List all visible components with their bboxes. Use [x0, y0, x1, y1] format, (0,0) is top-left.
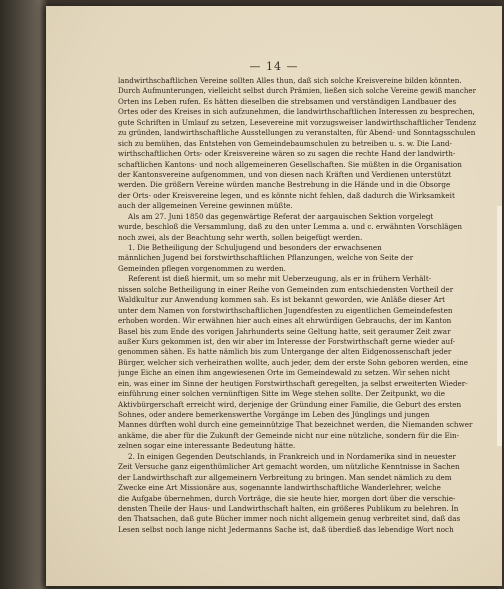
text-line: Sohnes, oder andere bemerkenswerthe Vorgänge im Leben des Jünglings und jungen	[118, 410, 430, 419]
text-line: gute Schriften in Umlauf zu setzen, Lesevereine mit vorzugsweiser landwirthschaftlicher Tendenz	[118, 117, 476, 127]
text-line: erhoben worden. Wir erwähnen hier auch eines alt ehrwürdigen Gebrauchs, der im Kanton	[118, 316, 452, 326]
text-line: Durch Aufmunterungen, vielleicht selbst durch Prämien, ließen sich solche Vereine gewiß mancher	[118, 86, 476, 96]
book-page	[46, 6, 502, 586]
text-line: wirthschaftlichen Orts- oder Kreisvereine wären so zu sagen die rechte Hand der landwirth-	[118, 149, 456, 159]
text-line: der Kantonsvereine aufgenommen, und von diesen nach Kräften und Verdienen unterstützt	[118, 169, 452, 179]
page-number: — 14 —	[249, 60, 299, 73]
text-line: landwirthschaftlichen Vereine sollten Alles thun, daß sich solche Kreisvereine bilden könnten.	[118, 76, 462, 85]
text-line: Als am 27. Juni 1850 das gegenwärtige Referat der aargauischen Sektion vorgelegt	[128, 211, 434, 221]
text-line: wurde, beschloß die Versammlung, daß zu den unter Lemma a. und c. erwähnten Vorschlägen	[118, 222, 463, 232]
text-line: Mannes dürften wohl durch eine gemeinnützige That bezeichnet werden, die Niemanden schwer	[118, 420, 473, 430]
text-line: die Aufgabe übernehmen, durch Vorträge, die sie heute hier, morgen dort über die verschie-	[118, 493, 456, 503]
text-line: 2. In einigen Gegenden Deutschlands, in Frankreich und in Nordamerika sind in neuester	[128, 451, 456, 461]
text-line: zelnen sogar eine interessante Bedeutung hätte.	[118, 441, 296, 451]
text-line: männlichen Jugend bei forstwirthschaftlichen Pflanzungen, welche von Seite der	[118, 253, 414, 263]
text-line: genommen sähen. Es hatte nämlich bis zum Untergange der alten Eidgenossenschaft jeder	[118, 347, 452, 357]
text-line: einführung einer solchen vernünftigen Sitte im Wege stehen sollte. Der Zeitpunkt, wo die	[118, 389, 446, 399]
text-line: nissen solche Betheiligung in einer Reihe von Gemeinden zum entschiedensten Vortheil der	[118, 284, 454, 294]
text-line: schaftlichen Kantons- und noch allgemeineren Gesellschaften. Sie müßten in die Organisation	[118, 159, 462, 169]
text-line: Bürger, welcher sich verheirathen wollte, auch jeder, dem der erste Sohn geboren werden, eine	[118, 357, 469, 367]
text-line: zu gründen, landwirthschaftliche Ausstellungen zu veranstalten, für Abend- und Sonntagsschulen	[118, 128, 476, 138]
text-line: densten Theile der Haus- und Landwirthschaft halten, ein größeres Publikum zu belehren. In	[118, 503, 459, 513]
text-line: sich zu bemühen, das Entstehen von Gemeindebaumschulen zu betreiben u. s. w. Die Land-	[118, 138, 453, 148]
text-line: Basel bis zum Ende des vorigen Jahrhunderts seine Geltung hatte, seit geraumer Zeit zwar	[118, 326, 451, 336]
text-line: Aktivbürgerschaft erreicht wird, derjenige der Gründung einer Familie, die Geburt des ersten	[118, 399, 462, 409]
text-line: der Orts- oder Kreisvereine legen, und es könnte nicht fehlen, daß dadurch die Wirksamkeit	[118, 190, 455, 200]
text-line: Lesen selbst noch lange nicht Jedermanns Sache ist, daß überdieß das lebendige Wort noch	[118, 524, 454, 534]
text-line: werden. Die größern Vereine würden manche Bestrebung in die Hände und in die Obsorge	[118, 180, 451, 190]
text-line: den Thatsachen, daß gute Bücher immer noch nicht allgemein genug verbreitet sind, daß das	[118, 514, 461, 524]
text-line: Ortes oder des Kreises in sich aufzunehmen, die landwirthschaftlichen Interessen zu besprechen,	[118, 107, 475, 117]
body-text	[118, 76, 476, 535]
text-line: noch zwei, als der Beachtung sehr werth, sollen beigefügt werden.	[118, 232, 363, 242]
text-line: Waldkultur zur Anwendung kommen sah. Es ist bekannt geworden, wie Anläße dieser Art	[118, 295, 446, 305]
text-line: ankäme, die aber für die Zukunft der Gemeinde nicht nur eine nützliche, sondern für die Ein-	[118, 430, 460, 440]
text-line: der Landwirthschaft zur allgemeinern Verbreitung zu bringen. Man sendet nämlich zu dem	[118, 472, 452, 482]
text-line: Gemeinden pflegen vorgenommen zu werden.	[118, 263, 286, 273]
text-line: ein, was einer im Sinne der heutigen Forstwirthschaft geregelten, ja selbst erweiterten Wieder-	[118, 378, 468, 388]
text-line: auch der allgemeinen Vereine gewinnen müßte.	[118, 201, 293, 211]
text-line: unter dem Namen von forstwirthschaftlichen Jugendfesten zu eigentlichen Gemeindefesten	[118, 305, 453, 315]
text-line: Orten ins Leben rufen. Es hätten dieselben die strebsamen und verständigen Landbauer des	[118, 96, 457, 106]
text-line: 1. Die Betheiligung der Schuljugend und besonders der erwachsenen	[128, 243, 382, 252]
text-line: junge Eiche an einen ihm angewiesenen Orte im Gemeindewald zu setzen. Wir sehen nicht	[118, 368, 451, 378]
page-edge	[497, 206, 502, 446]
text-line: Zeit Versuche ganz eigenthümlicher Art gemacht worden, um nützliche Kenntnisse in Sachen	[118, 462, 460, 472]
text-line: Zwecke eine Art Missionäre aus, sogenannte landwirthschaftliche Wanderlehrer, welche	[118, 483, 441, 493]
text-line: außer Kurs gekommen ist, den wir aber im Interesse der Forstwirthschaft gerne wieder auf-	[118, 336, 455, 346]
text-line: Referent ist dieß hiermit, um so mehr mit Ueberzeugung, als er in frühern Verhält-	[128, 274, 432, 284]
